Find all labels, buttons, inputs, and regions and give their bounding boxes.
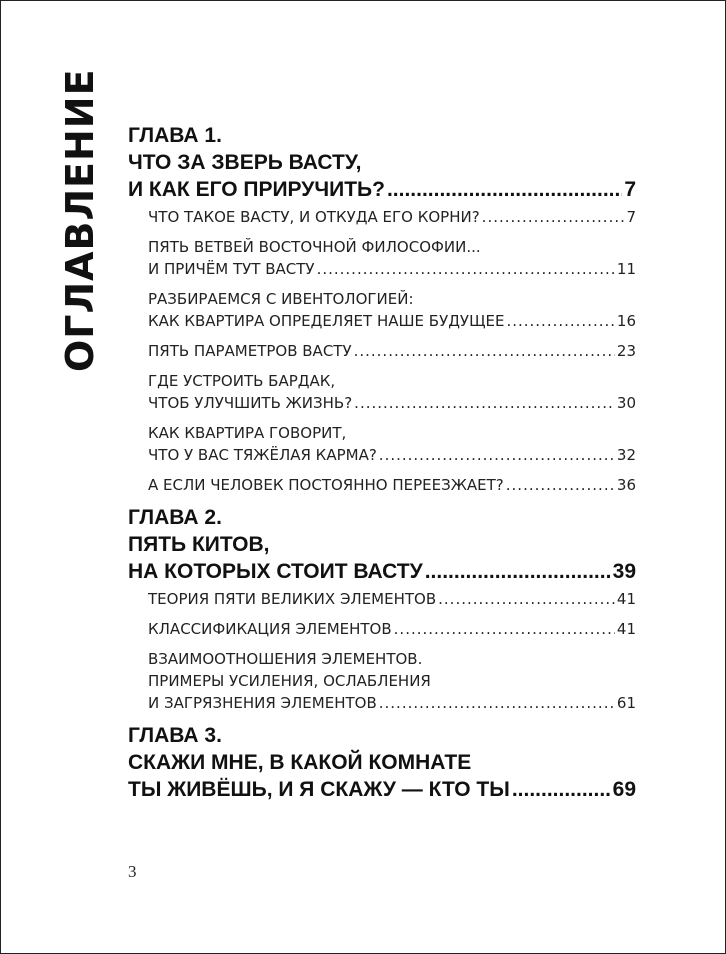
toc-entry-text: ГЛАВА 3.: [128, 724, 222, 747]
toc-chapter-entry[interactable]: [128, 722, 636, 803]
dot-leader: [438, 588, 615, 610]
toc-section-entry[interactable]: [148, 648, 636, 714]
toc-entry-text: КАК КВАРТИРА ОПРЕДЕЛЯЕТ НАШЕ БУДУЩЕЕ: [148, 312, 505, 330]
dot-leader: [317, 258, 615, 280]
toc-entry-line: [148, 670, 636, 692]
toc-page-number: 16: [616, 312, 636, 330]
toc-entry-text: ПЯТЬ ВЕТВЕЙ ВОСТОЧНОЙ ФИЛОСОФИИ...: [148, 238, 481, 256]
toc-entry-text: ПЯТЬ КИТОВ,: [128, 533, 270, 556]
toc-entry-text: А ЕСЛИ ЧЕЛОВЕК ПОСТОЯННО ПЕРЕЕЗЖАЕТ?: [148, 476, 504, 494]
dot-leader: [387, 176, 622, 203]
toc-entry-line: [148, 474, 636, 496]
toc-section-entry[interactable]: [148, 288, 636, 332]
toc-entry-line: [148, 444, 636, 466]
table-of-contents: [128, 122, 636, 806]
toc-entry-text: ЧТО ТАКОЕ ВАСТУ, И ОТКУДА ЕГО КОРНИ?: [148, 208, 480, 226]
toc-page-number: 69: [612, 778, 636, 801]
toc-section-entry[interactable]: [148, 370, 636, 414]
dot-leader: [354, 340, 615, 362]
toc-section-entry[interactable]: [148, 206, 636, 228]
toc-entry-line: [148, 370, 636, 392]
toc-page-number: 41: [616, 620, 636, 638]
toc-entry-text: ВЗАИМООТНОШЕНИЯ ЭЛЕМЕНТОВ.: [148, 650, 423, 668]
toc-entry-text: КЛАССИФИКАЦИЯ ЭЛЕМЕНТОВ: [148, 620, 392, 638]
toc-entry-text: ГЛАВА 1.: [128, 124, 222, 147]
dot-leader: [506, 474, 615, 496]
toc-section-entry[interactable]: [148, 588, 636, 610]
toc-entry-text: ЧТО ЗА ЗВЕРЬ ВАСТУ,: [128, 151, 362, 174]
toc-section-entry[interactable]: [148, 236, 636, 280]
toc-entry-text: НА КОТОРЫХ СТОИТ ВАСТУ: [128, 560, 423, 583]
toc-section-entry[interactable]: [148, 618, 636, 640]
toc-entry-text: КАК КВАРТИРА ГОВОРИТ,: [148, 424, 347, 442]
toc-entry-text: ТЕОРИЯ ПЯТИ ВЕЛИКИХ ЭЛЕМЕНТОВ: [148, 590, 437, 608]
dot-leader: [506, 310, 614, 332]
toc-side-title: ОГЛАВЛЕНИЕ: [58, 68, 102, 372]
toc-chapter-entry[interactable]: [128, 122, 636, 203]
toc-chapter-entry[interactable]: [128, 504, 636, 585]
toc-entry-text: ТЫ ЖИВЁШЬ, И Я СКАЖУ — КТО ТЫ: [128, 778, 510, 801]
toc-entry-line: [148, 310, 636, 332]
toc-entry-line: [148, 340, 636, 362]
toc-entry-line: [128, 722, 636, 749]
toc-entry-line: [148, 236, 636, 258]
toc-entry-line: [148, 206, 636, 228]
toc-page-number: 36: [616, 476, 636, 494]
toc-entry-line: [128, 149, 636, 176]
toc-page-number: 30: [616, 394, 636, 412]
toc-entry-line: [148, 588, 636, 610]
toc-entry-line: [128, 122, 636, 149]
toc-entry-line: [128, 776, 636, 803]
dot-leader: [425, 558, 611, 585]
dot-leader: [354, 392, 615, 414]
toc-page-number: 41: [616, 590, 636, 608]
toc-entry-line: [148, 692, 636, 714]
toc-entry-text: И КАК ЕГО ПРИРУЧИТЬ?: [128, 178, 385, 201]
toc-page-number: 39: [612, 560, 636, 583]
toc-page-number: 32: [616, 446, 636, 464]
dot-leader: [482, 206, 625, 228]
dot-leader: [512, 776, 611, 803]
toc-entry-text: И ПРИЧЁМ ТУТ ВАСТУ: [148, 260, 315, 278]
toc-page-number: 11: [616, 260, 636, 278]
toc-entry-line: [128, 558, 636, 585]
toc-entry-text: ГЛАВА 2.: [128, 506, 222, 529]
toc-entry-line: [148, 422, 636, 444]
toc-entry-line: [148, 618, 636, 640]
toc-page-number: 7: [624, 178, 636, 201]
toc-page-number: 61: [616, 694, 636, 712]
dot-leader: [379, 692, 615, 714]
toc-page-number: 23: [616, 342, 636, 360]
toc-entry-line: [128, 504, 636, 531]
toc-entry-line: [128, 749, 636, 776]
page-number: 3: [128, 862, 137, 881]
toc-section-entry[interactable]: [148, 474, 636, 496]
toc-section-entry[interactable]: [148, 422, 636, 466]
toc-entry-line: [148, 288, 636, 310]
toc-entry-text: ЧТОБ УЛУЧШИТЬ ЖИЗНЬ?: [148, 394, 353, 412]
toc-entry-text: ПРИМЕРЫ УСИЛЕНИЯ, ОСЛАБЛЕНИЯ: [148, 672, 431, 690]
toc-entry-text: ЧТО У ВАС ТЯЖЁЛАЯ КАРМА?: [148, 446, 377, 464]
dot-leader: [379, 444, 615, 466]
toc-entry-line: [148, 392, 636, 414]
toc-entry-text: ГДЕ УСТРОИТЬ БАРДАК,: [148, 372, 336, 390]
dot-leader: [394, 618, 615, 640]
toc-entry-line: [128, 176, 636, 203]
toc-entry-text: СКАЖИ МНЕ, В КАКОЙ КОМНАТЕ: [128, 751, 472, 774]
toc-entry-text: РАЗБИРАЕМСЯ С ИВЕНТОЛОГИЕЙ:: [148, 290, 414, 308]
toc-entry-text: ПЯТЬ ПАРАМЕТРОВ ВАСТУ: [148, 342, 352, 360]
toc-entry-text: И ЗАГРЯЗНЕНИЯ ЭЛЕМЕНТОВ: [148, 694, 377, 712]
toc-section-entry[interactable]: [148, 340, 636, 362]
toc-entry-line: [148, 258, 636, 280]
toc-page-number: 7: [626, 208, 636, 226]
toc-entry-line: [148, 648, 636, 670]
toc-entry-line: [128, 531, 636, 558]
